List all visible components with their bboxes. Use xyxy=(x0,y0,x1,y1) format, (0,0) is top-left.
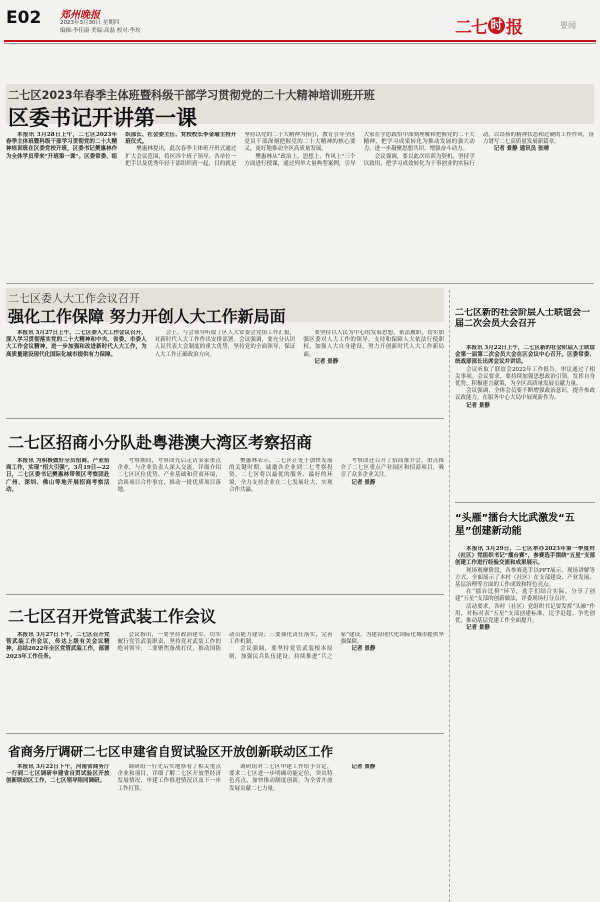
article-2-kicker: 二七区委人大工作会议召开 xyxy=(8,292,140,305)
article-3-paragraph: 本报讯 为积极做好全员招商、产业招商工作，实现“招大引强”，3月19日—22日，二七区委书记樊惠林带领区考察团赴广州、深圳、佛山等地开展招商考察活动。 xyxy=(6,458,110,493)
header-thin-rule xyxy=(4,43,596,44)
article-5-paragraph: 调研组对二七区申建工作给予肯定，要求二七区进一步明确功能定位，突出特色亮点，加快推动制度创新，为全省开放发展贡献二七力量。 xyxy=(229,764,333,792)
article-1-body xyxy=(6,132,594,272)
sidebar-1-title: 二七区新的社会阶层人士联谊会一届二次会员大会召开 xyxy=(455,308,591,329)
divider xyxy=(6,594,444,595)
divider xyxy=(6,733,444,734)
article-5-title: 省商务厅调研二七区申建省自贸试验区开放创新联动区工作 xyxy=(8,744,334,759)
article-2-byline: 记者 景静 xyxy=(314,358,339,365)
divider xyxy=(455,502,595,503)
sidebar-1-body xyxy=(455,345,595,495)
article-3-body xyxy=(6,458,444,588)
divider xyxy=(6,283,594,284)
article-4-paragraph: 本报讯 3月27日下午，二七区召开党管武装工作会议，传达上级有关会议精神，总结2022年全区党管武装工作，部署2023年工作任务。 xyxy=(6,632,110,660)
article-1-paragraph: 会议强调，要以此次培训为契机，坚持学以致用，把学习成效转化为干事创业的实际行动，以昂扬的精神状态和过硬的工作作风，奋力谱写二七高质量发展新篇章。 xyxy=(363,132,594,167)
brand-name: 二七 xyxy=(455,17,487,38)
article-1-paragraph: 本报讯 3月28日上午，二七区2023年春季主体班暨科级干部学习贯彻党的二十大精神培训班在区委党校开班，区委书记樊惠林作为全体学员带来“开班第一课”。区委常委、组织部长、社会委主任、党校校长李金瑜主持开班仪式。 xyxy=(6,132,237,160)
article-3-title: 二七区招商小分队赴粤港澳大湾区考察招商 xyxy=(8,433,313,452)
article-5-body xyxy=(6,764,444,898)
article-3-byline: 记者 景静 xyxy=(351,479,376,486)
article-4-body xyxy=(6,632,444,724)
sidebar-1-byline: 记者 景静 xyxy=(466,402,490,409)
article-2-paragraph: 本报讯 3月27日上午，二七区委人大工作会议召开，深入学习贯彻落实党的二十大精神和中央、省委、市委人大工作会议精神，进一步加强和改进新时代人大工作，为高质量建设现代化国际化城市提供有力保障。 xyxy=(6,330,147,358)
article-1-paragraph: 樊惠林从“政治上、思想上、作风上”三个方面进行授课，通过列举大量典型案例，引导大家在学思践悟中深刻理解和把握党的二十大精神，把学习成果转化为推动发展的强大动力，进一步凝聚思想共识、增强奋斗动力。 xyxy=(244,132,475,167)
article-4-title: 二七区召开党管武装工作会议 xyxy=(8,607,217,626)
article-3-paragraph: 考察期间，考察团先后走访多家重点企业，与企业负责人深入交流，详细介绍二七区区位优势、产业基础和营商环境，洽谈项目合作事宜，推动一批优质项目落地。 xyxy=(117,458,221,493)
article-3-paragraph: 考察团还召开了招商推介会，重点推介了二七区重点产业园区和招商项目，吸引了众多企业关注。 xyxy=(340,458,444,479)
section-label: 要闻 xyxy=(560,21,576,30)
sidebar-2-paragraph: 本报讯 3月29日，二七区举办2023年第一季度村（社区）党组织书记“擂台赛”，参赛选手围绕“五星”支部创建工作进行经验交流和成果展示。 xyxy=(455,546,595,567)
article-5-paragraph: 调研组一行先后实地察看了相关重点企业和项目，详细了解二七区开放型经济发展情况、申建工作推进情况以及下一步工作打算。 xyxy=(117,764,221,792)
article-3-paragraph: 樊惠林表示，二七区正处于加快发展的关键时期，诚邀各企业到二七考察投资，二七区将以最优的服务、最好的环境，全力支持企业在二七发展壮大，实现合作共赢。 xyxy=(229,458,333,493)
article-4-byline: 记者 景静 xyxy=(351,646,376,653)
article-2-body xyxy=(6,330,444,412)
column-separator xyxy=(449,290,450,902)
sidebar-2-paragraph: 活动要求，各村（社区）党组织书记要发挥“头雁”作用，对标对表“五星”支部创建标准，比学赶超、争先创优，推动基层党建工作全面提升。 xyxy=(455,603,595,625)
article-1-kicker: 二七区2023年春季主体班暨科级干部学习贯彻党的二十大精神培训班开班 xyxy=(8,89,375,102)
sidebar-2-paragraph: 现场观摩阶段，各参赛选手以PPT展示、现场讲解等方式，全面展示了本村（社区）在支部建设、产业发展、基层治理等方面的工作成效和特色亮点。 xyxy=(455,567,595,589)
article-1-paragraph: 樊惠林提出，此次春季主体班开班式通过扩大会议范围，将区四个班子领导、各单位一把手以及优秀年轻干部组织到一起，目的就是坚持以党的二十大精神为指引，教育引导全区党员干部深刻把握党的二十大精神的核心要义，更好地推动全区高质量发展。 xyxy=(125,132,356,167)
article-4-paragraph: 会议指出，一要坚持政治建军，切实履行党管武装职责，坚持党对武装工作的绝对领导；二要聚焦备战打仗，推动国防动员能力建设；三要强化责任落实，完善工作机制。 xyxy=(117,632,333,653)
staff-credits: 编辑:李佳康 美编:高磊 校对:李玫 xyxy=(60,28,141,34)
sidebar-1-paragraph: 本报讯 3月22日上午，二七区新的社会阶层人士联谊会第一届第二次会员大会在区会议中心召开。区委常委、统战部部长出席会议并讲话。 xyxy=(455,345,595,366)
page-code: E02 xyxy=(6,8,42,28)
header-rule xyxy=(4,40,596,42)
brand-suffix: 报 xyxy=(506,17,523,38)
sidebar-1-paragraph: 会议强调，全体会员要不断增强政治意识，提升参政议政能力，在服务中心大局中展现新作为。 xyxy=(455,388,595,402)
article-5-paragraph: 本报讯 3月22日下午，河南省商务厅一行到二七区调研申建省自贸试验区开放创新联动区工作，二七区领导陪同调研。 xyxy=(6,764,110,785)
sidebar-2-body xyxy=(455,546,595,896)
newspaper-logo: 郑州晚报 xyxy=(60,10,100,21)
sidebar-2-title: “头雁”擂台大比武激发“五星”创建新动能 xyxy=(455,513,575,537)
article-5-byline: 记者 景静 xyxy=(351,764,376,770)
divider xyxy=(6,418,444,419)
article-2-paragraph: 会上，与会领导听取了区人大常委会党组工作汇报，对新时代人大工作作出安排部署。会议强调，要充分认识人民代表大会制度的重大优势，坚持党的全面领导，保证人大工作正确政治方向。 xyxy=(154,330,296,358)
sidebar-2-paragraph: 在“擂台比拼”环节，选手们结合实际，分享了创建“五星”支部的创新做法，评委现场打分点评。 xyxy=(455,589,595,603)
sidebar-2-byline: 记者 景静 xyxy=(466,625,490,632)
article-1-title: 区委书记开讲第一课 xyxy=(8,106,197,130)
issue-date: 2023年3月30日 星期四 xyxy=(60,20,120,26)
sidebar-1-paragraph: 会议听取了联谊会2022年工作报告，审议通过了相关事项。会议要求，要持续加强思想政治引领，发挥自身优势，积极建言献策，为全区高质量发展贡献力量。 xyxy=(455,366,595,388)
brand-logo xyxy=(455,14,523,36)
brand-time-badge: 时 xyxy=(488,17,505,34)
article-2-title: 强化工作保障 努力开创人大工作新局面 xyxy=(8,307,286,326)
article-4-paragraph: 会议强调，要坚持党管武装根本原则，加强民兵队伍建设，持续推进“兵之家”建设，为建设现代化国际化城市提供坚强保障。 xyxy=(229,632,444,660)
article-1-byline: 记者 景静 通讯员 张晴 xyxy=(493,146,549,153)
article-2-paragraph: 要坚持以人民为中心的发展思想，依法履职，切实加强区委对人大工作的领导，支持和保障人大依法行使职权，加强人大自身建设，努力开创新时代人大工作新局面。 xyxy=(303,330,444,358)
